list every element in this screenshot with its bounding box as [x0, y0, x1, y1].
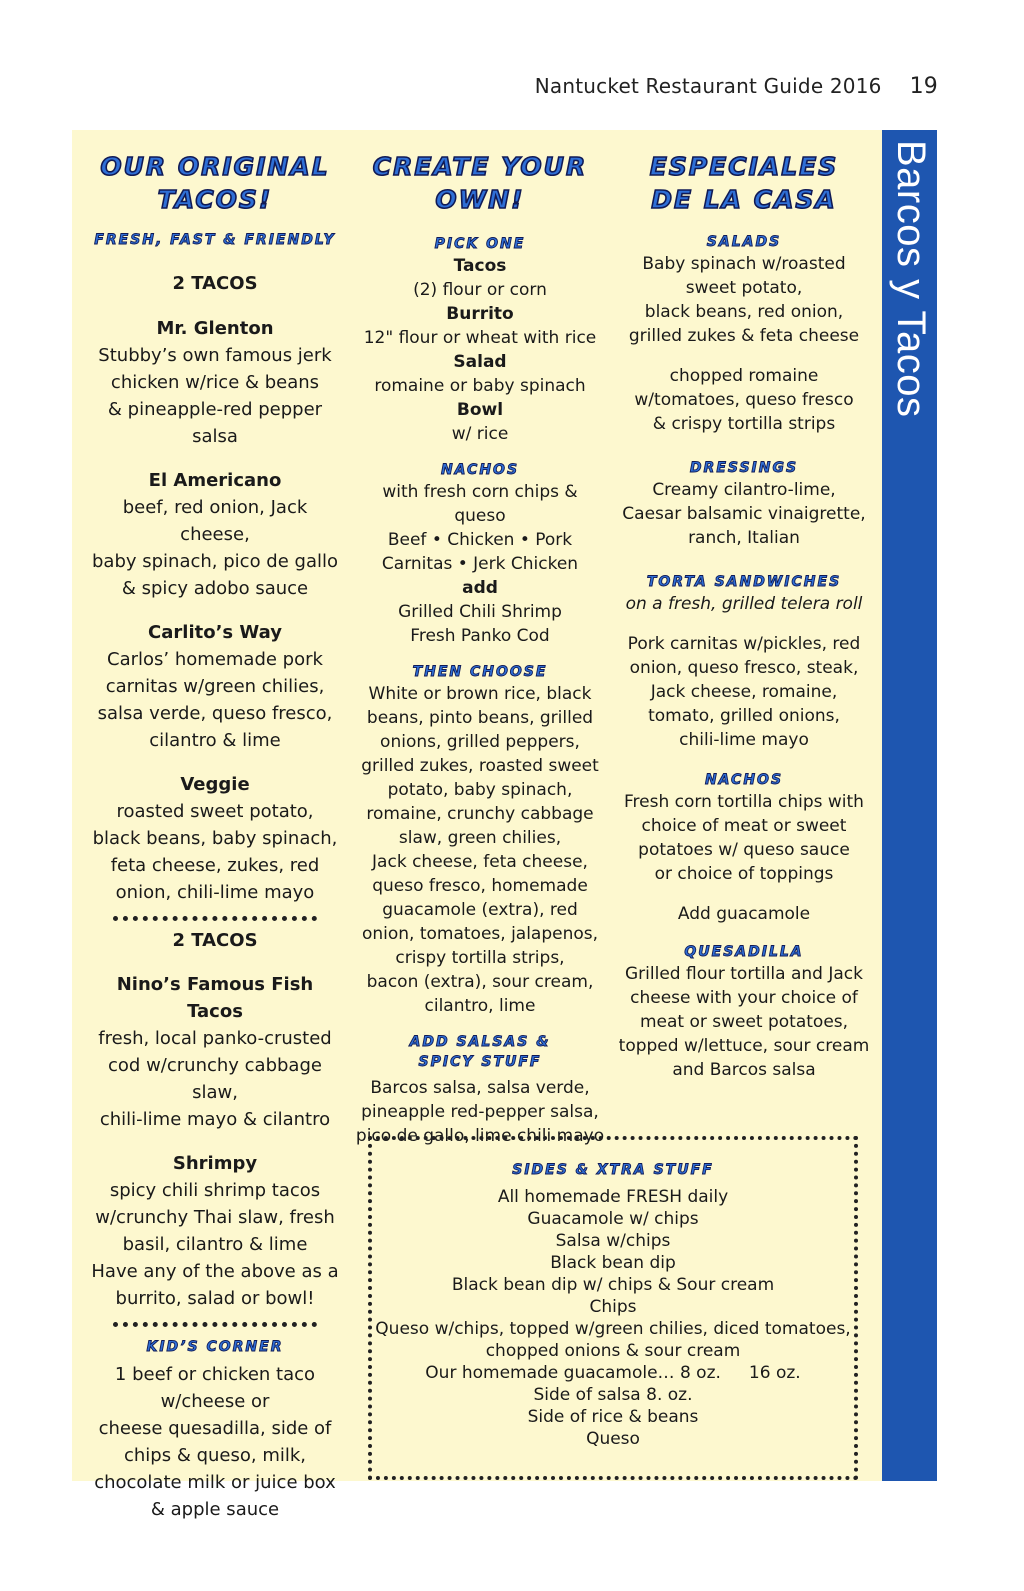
- sides-list: All homemade FRESH daily Guacamole w/ chips Salsa w/chips Black bean dip Black bean dip w/ chips & Sour cream Chips Queso w/chips, topped w/green chilies, diced tomatoes, chopped onions & sour cream Our homemade guacamole… 8 oz. 16 oz. Side of salsa 8. oz. Side of rice & beans Queso: [372, 1186, 854, 1450]
- menu-item: Mr. Glenton Stubby’s own famous jerk chicken w/rice & beans & pineapple-red pepper salsa: [90, 315, 340, 450]
- publication-title: Nantucket Restaurant Guide 2016: [534, 74, 882, 98]
- page-header: [535, 74, 938, 99]
- menu-item: Veggie roasted sweet potato, black beans, baby spinach, feta cheese, zukes, red onion, chili-lime mayo: [90, 771, 340, 906]
- item-name: Veggie: [180, 774, 250, 795]
- section-heading-nachos: NACHOS: [440, 462, 520, 478]
- restaurant-name: Barcos y Tacos: [889, 140, 933, 418]
- torta-subheading: on a fresh, grilled telera roll: [625, 594, 863, 614]
- section-heading-create-your-own: CREATE YOUR OWN!: [372, 152, 588, 214]
- item-name: El Americano: [148, 470, 282, 491]
- section-heading-add-salsas: ADD SALSAS & SPICY STUFF: [409, 1034, 551, 1070]
- subheading-pick-one: PICK ONE: [434, 236, 526, 252]
- section-heading-especiales: ESPECIALES DE LA CASA: [649, 152, 839, 214]
- nachos-description: Fresh corn tortilla chips with choice of meat or sweet potatoes w/ queso sauce or choice of toppings: [624, 792, 864, 884]
- salsas-list: Barcos salsa, salsa verde, pineapple red-pepper salsa, pico de gallo, lime chili mayo: [355, 1078, 605, 1146]
- guacamole-sizes: Our homemade guacamole… 8 oz. 16 oz.: [425, 1363, 801, 1383]
- salad-description: Baby spinach w/roasted sweet potato, black beans, red onion, grilled zukes & feta cheese: [628, 254, 860, 346]
- nachos-description: with fresh corn chips & queso Beef • Chicken • Pork Carnitas • Jerk Chicken add Grilled Chili Shrimp Fresh Panko Cod: [381, 482, 579, 646]
- sides-box: [368, 1136, 858, 1480]
- section-heading-salads: SALADS: [706, 234, 782, 250]
- tacos-label: 2 TACOS: [172, 930, 258, 951]
- section-heading-dressings: DRESSINGS: [689, 460, 799, 476]
- quesadilla-description: Grilled flour tortilla and Jack cheese with your choice of meat or sweet potatoes, topped w/lettuce, sour cream and Barcos salsa: [618, 964, 870, 1080]
- dotted-divider: [113, 1322, 317, 1327]
- menu-item: Carlito’s Way Carlos’ homemade pork carnitas w/green chilies, salsa verde, queso fresco, cilantro & lime: [90, 619, 340, 754]
- column-original-tacos: [90, 150, 340, 1523]
- dotted-divider: [113, 916, 317, 921]
- option-name: Burrito: [446, 304, 514, 324]
- section-heading-kids-corner: KID’S CORNER: [146, 1339, 284, 1355]
- section-heading-nachos: NACHOS: [704, 772, 784, 788]
- item-name: Nino’s Famous Fish Tacos: [116, 974, 314, 1022]
- option-name: Tacos: [453, 256, 507, 276]
- section-heading-then-choose: THEN CHOOSE: [412, 664, 548, 680]
- option-list: Tacos (2) flour or corn Burrito 12" flour or wheat with rice Salad romaine or baby spinach Bowl w/ rice: [355, 254, 605, 446]
- toppings-list: White or brown rice, black beans, pinto beans, grilled onions, grilled peppers, grilled zukes, roasted sweet potato, baby spinach, romaine, crunchy cabbage slaw, green chilies, Jack cheese, feta cheese, queso fresco, homemade guacamole (extra), red onion, tomatoes, jalapenos, crispy tortilla strips, bacon (extra), sour cream, cilantro, lime: [361, 684, 599, 1016]
- torta-description: Pork carnitas w/pickles, red onion, queso fresco, steak, Jack cheese, romaine, tomato, grilled onions, chili-lime mayo: [627, 634, 861, 750]
- page-number: 19: [909, 74, 938, 99]
- item-name: Carlito’s Way: [148, 622, 282, 643]
- section-heading-torta: TORTA SANDWICHES: [646, 574, 842, 590]
- section-heading-original-tacos: OUR ORIGINAL TACOS!: [100, 152, 330, 214]
- restaurant-sidebar: [882, 130, 937, 1481]
- menu-item: Nino’s Famous Fish Tacos fresh, local panko-crusted cod w/crunchy cabbage slaw, chili-lime mayo & cilantro: [90, 971, 340, 1133]
- menu-item: Shrimpy spicy chili shrimp tacos w/crunchy Thai slaw, fresh basil, cilantro & lime Have any of the above as a burrito, salad or bowl!: [90, 1150, 340, 1312]
- section-heading-quesadilla: QUESADILLA: [684, 944, 804, 960]
- dressings-list: Creamy cilantro-lime, Caesar balsamic vinaigrette, ranch, Italian: [622, 480, 866, 548]
- column-especiales: [616, 150, 872, 1082]
- item-name: Shrimpy: [172, 1153, 258, 1174]
- subheading-fresh-fast: FRESH, FAST & FRIENDLY: [94, 232, 336, 248]
- item-name: Mr. Glenton: [156, 318, 274, 339]
- kids-menu: 1 beef or chicken taco w/cheese or cheese quesadilla, side of chips & queso, milk, chocolate milk or juice box & apple sauce: [94, 1364, 336, 1520]
- option-name: Salad: [453, 352, 507, 372]
- section-heading-sides: SIDES & XTRA STUFF: [512, 1162, 714, 1178]
- tacos-label: 2 TACOS: [172, 273, 258, 294]
- menu-item: El Americano beef, red onion, Jack cheese, baby spinach, pico de gallo & spicy adobo sauce: [90, 467, 340, 602]
- column-create-your-own: [355, 150, 605, 1148]
- option-name: Bowl: [456, 400, 504, 420]
- salad-description: chopped romaine w/tomatoes, queso fresco & crispy tortilla strips: [634, 366, 854, 434]
- add-guacamole: Add guacamole: [677, 904, 811, 924]
